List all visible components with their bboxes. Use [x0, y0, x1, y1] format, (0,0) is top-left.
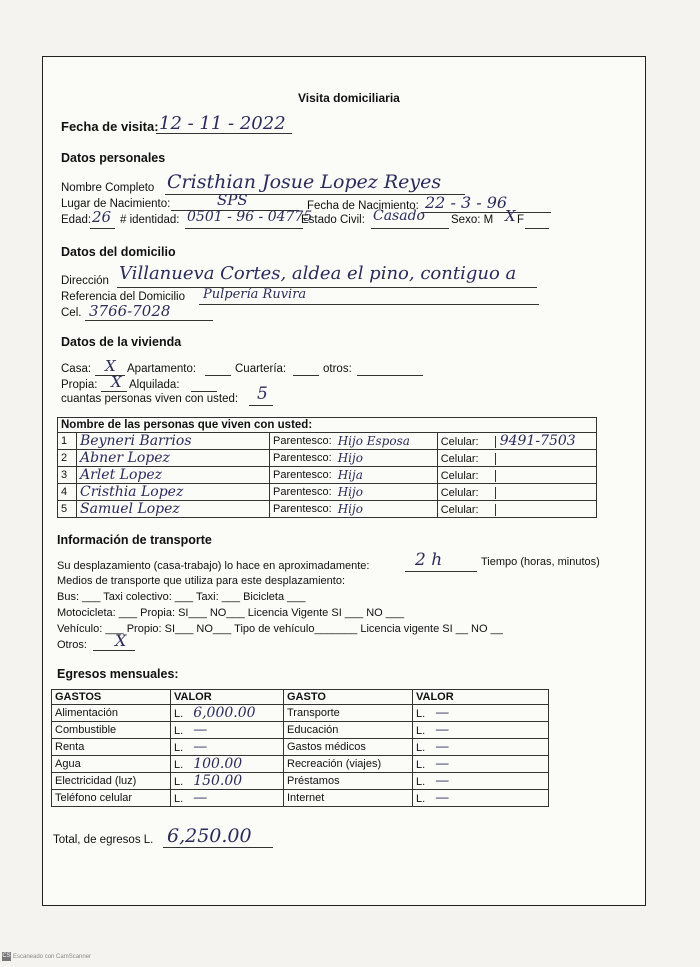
expense-left-value	[171, 773, 284, 790]
form-sheet	[42, 56, 646, 906]
currency-label: L.	[174, 742, 184, 754]
expense-right-label: Internet	[284, 790, 413, 807]
name-value: Cristhian Josue Lopez Reyes	[167, 171, 442, 193]
apartamento-label: Apartamento:	[127, 363, 197, 375]
domicile-heading: Datos del domicilio	[61, 245, 176, 259]
celular-label: Celular:	[441, 436, 496, 448]
parentesco-label: Parentesco:	[270, 501, 335, 518]
propia-mark: X	[111, 373, 122, 391]
age-label: Edad:	[61, 214, 92, 226]
expenses-heading: Egresos mensuales:	[57, 667, 179, 681]
person-num: 4	[58, 484, 77, 501]
person-row	[58, 433, 597, 450]
address-value: Villanueva Cortes, aldea el pino, contiguo a	[119, 263, 517, 284]
transport-otros-mark: X	[115, 631, 127, 650]
expense-right-value-amount: —	[435, 756, 450, 772]
celular-label: Celular:	[441, 453, 496, 465]
expense-right-value	[413, 722, 549, 739]
expense-left-value	[171, 790, 284, 807]
person-row	[58, 450, 597, 467]
otros-dwelling-label: otros:	[323, 363, 352, 375]
currency-label: L.	[174, 793, 184, 805]
col-valor2: VALOR	[413, 690, 549, 705]
expense-left-value	[171, 739, 284, 756]
age-value: 26	[92, 208, 112, 226]
transport-line2: Medios de transporte que utiliza para este desplazamiento:	[57, 575, 346, 587]
expense-right-value	[413, 739, 549, 756]
col-valor: VALOR	[171, 690, 284, 705]
sex-mark: X	[505, 207, 516, 225]
currency-label: L.	[416, 793, 426, 805]
dwelling-heading: Datos de la vivienda	[61, 335, 182, 349]
casa-mark: X	[105, 357, 116, 375]
person-name: Samuel Lopez	[77, 501, 270, 518]
expenses-table	[51, 689, 549, 807]
parentesco-label: Parentesco:	[270, 484, 335, 501]
person-relation: Hijo	[335, 484, 438, 501]
parentesco-label: Parentesco:	[270, 467, 335, 484]
currency-label: L.	[416, 776, 426, 788]
expense-right-value-amount: —	[435, 722, 450, 738]
transport-line1-suffix: Tiempo (horas, minutos)	[481, 556, 600, 568]
expense-right-value	[413, 756, 549, 773]
person-phone	[437, 450, 596, 467]
birthdate-label: Fecha de Nacimiento:	[307, 200, 419, 212]
scanner-text: Escaneado con CamScanner	[13, 954, 92, 961]
expense-right-label: Gastos médicos	[284, 739, 413, 756]
person-phone-value: 9491-7503	[499, 433, 576, 449]
persons-table	[57, 417, 597, 518]
expense-row	[52, 756, 549, 773]
currency-label: L.	[174, 776, 184, 788]
expense-row	[52, 722, 549, 739]
expense-left-label: Alimentación	[52, 705, 171, 722]
persons-heading: Nombre de las personas que viven con usted:	[58, 418, 597, 433]
expense-right-label: Transporte	[284, 705, 413, 722]
parentesco-label: Parentesco:	[270, 450, 335, 467]
person-num: 3	[58, 467, 77, 484]
person-phone	[437, 467, 596, 484]
expense-left-value-amount: 150.00	[193, 773, 243, 789]
transport-line3: Bus: ___ Taxi colectivo: ___ Taxi: ___ Bicicleta ___	[57, 591, 306, 603]
birthdate-value: 22 - 3 - 96	[425, 193, 508, 212]
personal-heading: Datos personales	[61, 151, 166, 165]
scanner-watermark	[2, 952, 91, 961]
expense-left-value-amount: —	[193, 722, 208, 738]
currency-label: L.	[174, 708, 184, 720]
expense-row	[52, 773, 549, 790]
expense-right-label: Educación	[284, 722, 413, 739]
expense-left-label: Combustible	[52, 722, 171, 739]
expense-left-label: Agua	[52, 756, 171, 773]
person-relation: Hijo	[335, 501, 438, 518]
person-phone	[437, 501, 596, 518]
propia-label: Propia:	[61, 379, 98, 391]
expense-left-label: Teléfono celular	[52, 790, 171, 807]
expense-right-value-amount: —	[435, 705, 450, 721]
transport-line1-label: Su desplazamiento (casa-trabajo) lo hace en aproximadamente:	[57, 560, 370, 572]
person-name: Abner Lopez	[77, 450, 270, 467]
reference-value: Pulpería Ruvira	[203, 287, 307, 302]
expense-left-value	[171, 756, 284, 773]
transport-time-value: 2 h	[415, 550, 443, 570]
civil-label: Estado Civil:	[301, 214, 365, 226]
birthplace-value: SPS	[217, 191, 248, 209]
celular-label: Celular:	[441, 487, 496, 499]
expense-left-value-amount: 6,000.00	[193, 705, 256, 721]
expense-left-label: Electricidad (luz)	[52, 773, 171, 790]
sex-f-label: F	[517, 214, 525, 226]
transport-line4: Motocicleta: ___ Propia: SI___ NO___ Licencia Vigente SI ___ NO ___	[57, 607, 405, 619]
visit-date-value: 12 - 11 - 2022	[159, 113, 286, 134]
phone-label: Cel.	[61, 307, 82, 319]
expense-right-value	[413, 790, 549, 807]
expense-right-value-amount: —	[435, 739, 450, 755]
expense-row	[52, 790, 549, 807]
phone-value: 3766-7028	[89, 302, 171, 320]
id-label: # identidad:	[120, 214, 180, 226]
transport-line5: Vehículo: ___ Propio: SI___ NO___ Tipo de vehículo_______ Licencia vigente SI __ NO __	[57, 623, 503, 635]
camscanner-logo-icon: CS	[2, 953, 11, 959]
currency-label: L.	[174, 759, 184, 771]
cuarteria-label: Cuartería:	[235, 363, 287, 375]
expense-right-value-amount: —	[435, 773, 450, 789]
expense-left-value-amount: —	[193, 790, 208, 806]
person-relation: Hijo	[335, 450, 438, 467]
col-gastos: GASTOS	[52, 690, 171, 705]
address-label: Dirección	[61, 275, 109, 287]
name-label: Nombre Completo	[61, 182, 155, 194]
person-relation: Hijo Esposa	[335, 433, 438, 450]
birthplace-label: Lugar de Nacimiento:	[61, 198, 171, 210]
alquilada-label: Alquilada:	[129, 379, 180, 391]
currency-label: L.	[174, 725, 184, 737]
expense-left-label: Renta	[52, 739, 171, 756]
total-label: Total, de egresos L.	[53, 834, 154, 846]
person-row	[58, 484, 597, 501]
expense-right-value	[413, 705, 549, 722]
person-num: 5	[58, 501, 77, 518]
currency-label: L.	[416, 742, 426, 754]
transport-otros-label: Otros:	[57, 639, 87, 651]
casa-label: Casa:	[61, 363, 92, 375]
expense-left-value-amount: —	[193, 739, 208, 755]
person-phone	[437, 484, 596, 501]
person-name: Beyneri Barrios	[77, 433, 270, 450]
total-value: 6,250.00	[167, 825, 252, 847]
parentesco-label: Parentesco:	[270, 433, 335, 450]
civil-value: Casado	[373, 208, 425, 224]
celular-label: Celular:	[441, 470, 496, 482]
celular-label: Celular:	[441, 504, 496, 516]
expense-left-value	[171, 722, 284, 739]
form-title: Visita domiciliaria	[298, 91, 400, 105]
visit-date-label: Fecha de visita:	[61, 119, 159, 134]
expense-row	[52, 705, 549, 722]
people-count-label: cuantas personas viven con usted:	[61, 393, 239, 405]
person-row	[58, 467, 597, 484]
expense-row	[52, 739, 549, 756]
expense-left-value	[171, 705, 284, 722]
expense-right-value	[413, 773, 549, 790]
expense-right-value-amount: —	[435, 790, 450, 806]
currency-label: L.	[416, 759, 426, 771]
sex-label: Sexo: M	[451, 214, 494, 226]
currency-label: L.	[416, 725, 426, 737]
transport-heading: Información de transporte	[57, 533, 212, 547]
reference-label: Referencia del Domicilio	[61, 291, 185, 303]
id-value: 0501 - 96 - 04775	[187, 209, 313, 225]
person-phone	[437, 433, 596, 450]
currency-label: L.	[416, 708, 426, 720]
person-num: 2	[58, 450, 77, 467]
col-gasto: GASTO	[284, 690, 413, 705]
person-name: Cristhia Lopez	[77, 484, 270, 501]
expense-right-label: Recreación (viajes)	[284, 756, 413, 773]
person-num: 1	[58, 433, 77, 450]
expense-left-value-amount: 100.00	[193, 756, 243, 772]
expense-right-label: Préstamos	[284, 773, 413, 790]
person-relation: Hija	[335, 467, 438, 484]
people-count-value: 5	[257, 384, 268, 404]
person-row	[58, 501, 597, 518]
person-name: Arlet Lopez	[77, 467, 270, 484]
